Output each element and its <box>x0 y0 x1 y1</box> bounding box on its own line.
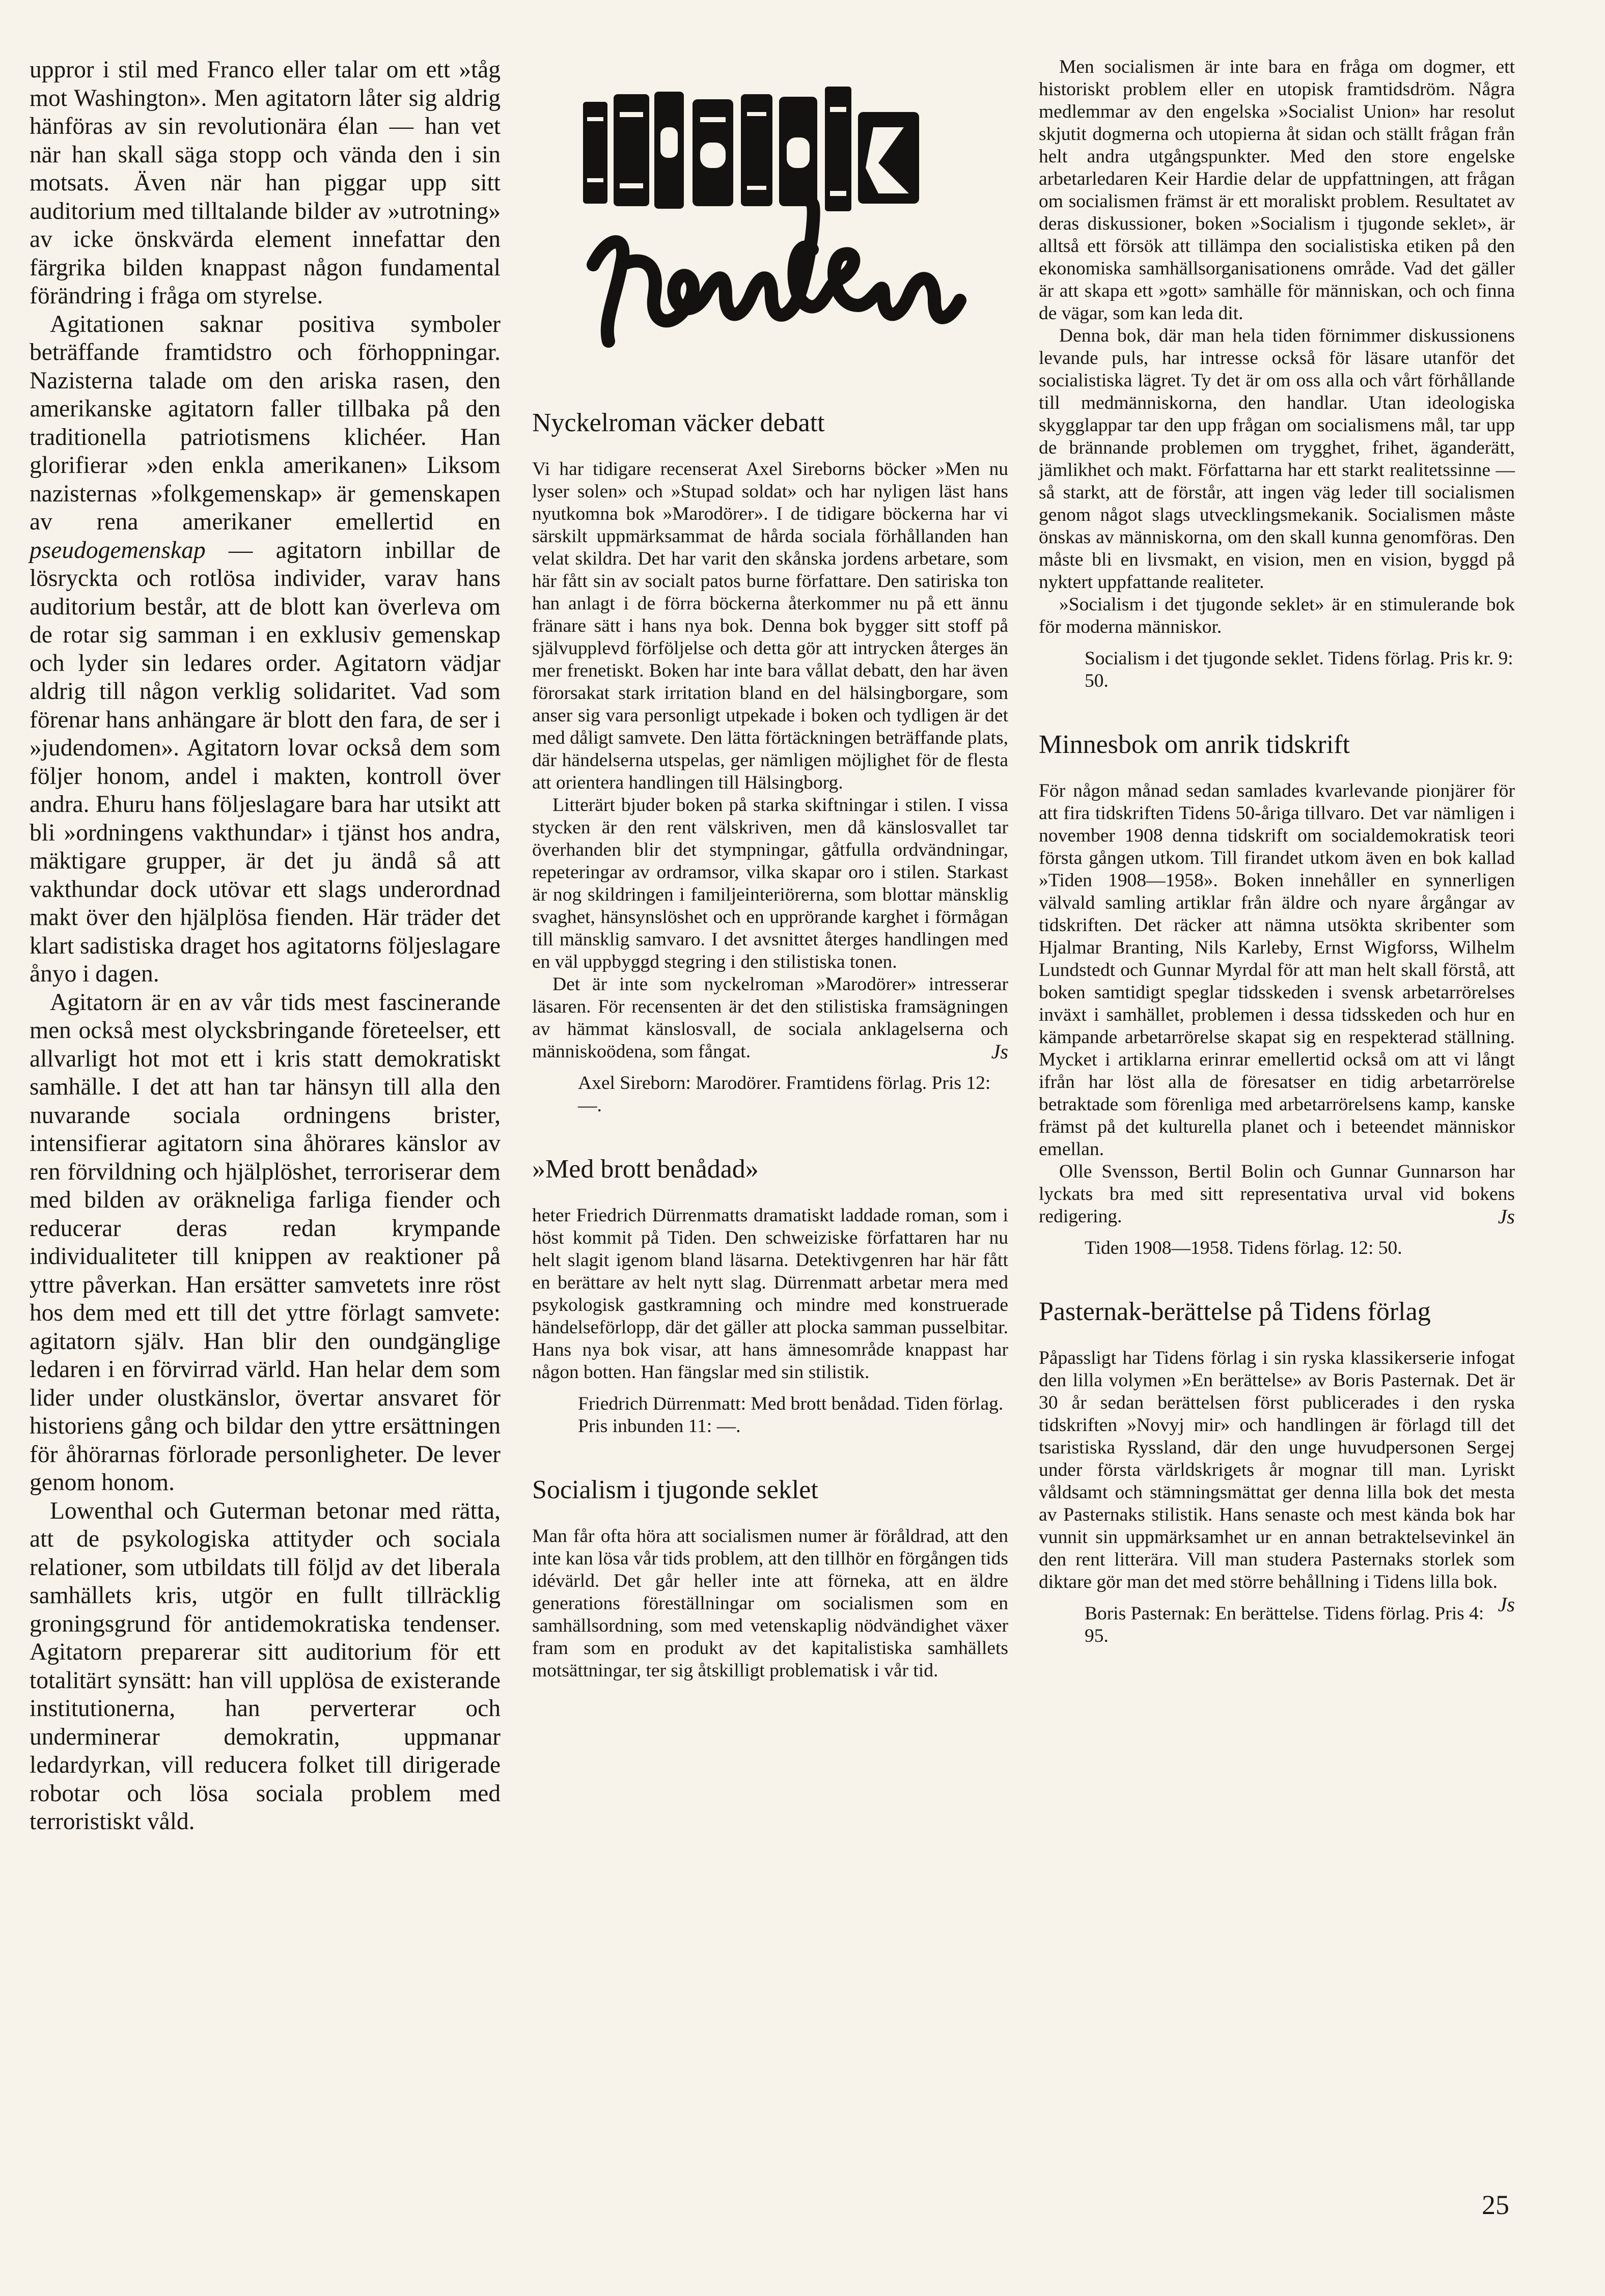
section-heading: Nyckelroman väcker debatt <box>532 408 825 437</box>
paragraph: uppror i stil med Franco eller talar om ett »tåg mot Washington». Men agitatorn låter sig aldrig hänföras av sin revolutionära élan — han vet när han skall säga stopp och vända den i sin motsats. Även när han piggar upp sitt auditorium med tilltalande bilder av »utrotning» av icke önskvärda element innefattar den färgrika bilden knappast någon fundamental förändring i fråga om styrelse. <box>30 57 501 309</box>
text-run: Agitationen saknar positiva symboler beträffande framtidstro och förhoppningar. Nazisterna talade om den ariska rasen, den amerikanske agitatorn faller tillbaka på den traditionella patriotismens klichéer. Han glorifierar »den enkla amerikanen» Liksom nazisternas »folkgemenskap» är gemenskapen av rena amerikaner emellertid en <box>30 311 501 535</box>
paragraph: För någon månad sedan samlades kvarlevande pionjärer för att fira tidskriften Tidens 50-åriga tillvaro. Det var nämligen i november 1908 denna tidskrift om socialdemokratisk teori första gången utkom. Till firandet utkom även en bok kallad »Tiden 1908—1958». Boken innehåller en synnerligen välvald samling artiklar från äldre och nyare årgångar av tidskriften. Det räcker att nämna utsökta skribenter som Hjalmar Branting, Nils Karleby, Ernst Wigforss, Wilhelm Lundstedt och Gunnar Myrdal för att man helt skall förstå, att boken samtidigt speglar tidsskeden i svensk arbetarrörelses inväxt i samhället, problemen i dessa tidsskeden och hur en kämpande arbetarrörelse skapat sig en respekterad ställning. Mycket i artiklarna erinrar emellertid också om att vi långt ifrån har löst alla de föresatser en tidig arbetarrörelse betraktade som förenliga med arbetarrörelsens kamp, kanske främst på det kulturella planet och i beteendet människor emellan. <box>1039 780 1515 1160</box>
bokronden-logo <box>532 56 1008 407</box>
text-run: Påpassligt har Tidens förlag i sin ryska klassikerserie infogat den lilla volymen »En berättelse» av Boris Pasternak. Det är 30 år sedan berättelsen först publicerades i den ryska tidskriften »Novyj mir» och handlingen är förlagd till det tsaristiska Ryssland, där den unge huvudpersonen Sergej under första världskrigets år mognar till man. Lyriskt våldsamt och stämningsmättat ger denna lilla bok det mesta av Pasternaks stilistik. Hans senaste och mest kända bok har vunnit sin uppmärksamhet ur en annan betraktelsevinkel än den rent litterära. Vill man studera Pasternaks storlek som diktare gör man det med större behållning i Tidens lilla bok. <box>1039 1348 1515 1592</box>
column-middle <box>532 56 1008 1682</box>
paragraph <box>1039 1161 1515 1228</box>
paragraph <box>532 973 1008 1063</box>
paragraph: Men socialismen är inte bara en fråga om dogmer, ett historiskt problem eller en utopisk framtidsdröm. Några medlemmar av den engelska »Socialist Union» har resolut skjutit dogmerna och utopierna åt sidan och ställt frågan från helt andra utgångspunkter. Med den store engelske arbetarledaren Keir Hardie delar de uppfattningen, att frågan om socialismen främst är ett moraliskt problem. Resultatet av deras diskussioner, boken »Socialism i tjugonde seklet», är alltså ett försök att tillämpa den socialistiska etiken på den ekonomiska samhällsorganisationens område. Vad det gäller är att skapa ett »gott» samhälle för människan, och och finna de vägar, som kan leda dit. <box>1039 57 1515 324</box>
book-details: Friedrich Dürrenmatt: Med brott benådad. Tiden förlag. Pris inbunden 11: —. <box>578 1393 1004 1437</box>
author-signature: Js <box>991 1040 1008 1063</box>
text-run: Olle Svensson, Bertil Bolin och Gunnar Gunnarson har lyckats bra med sitt representativa urval vid bokens redigering. <box>1039 1161 1515 1227</box>
paragraph: Vi har tidigare recenserat Axel Sireborns böcker »Men nu lyser solen» och »Stupad soldat» och har nyligen läst hans nyutkomna bok »Marodörer». I de tidigare böckerna har vi särskilt uppmärksammat de hårda sociala förhållanden han velat skildra. Det har varit den skånska jordens arbetare, som här fått sin av socialt patos burne författare. Den satiriska ton han anlagt i de förra böckerna återkommer nu på ett ännu fränare sätt i hans nya bok. Denna bok bygger sitt stoff på självupplevd förföljelse och detta gör att intrycken återges än mer frenetiskt. Boken har inte bara vållat debatt, den har även förorsakat stark irritation bland en del hälsingborgare, som anser sig vara personligt utpekade i boken och tydligen är det med dåligt samvete. Den lätta förtäckningen beträffande plats, där händelserna utspelas, ger nämligen möjlighet för de flesta att orientera handlingen till Hälsingborg. <box>532 459 1008 793</box>
book-details: Boris Pasternak: En berättelse. Tidens förlag. Pris 4: 95. <box>1085 1603 1484 1646</box>
paragraph: Lowenthal och Guterman betonar med rätta, att de psykologiska attityder och sociala relationer, som utbildats till följd av det liberala samhällets kris, utgör en fullt tillräcklig groningsgrund för antidemokratiska tendenser. Agitatorn preparerar sitt auditorium för ett totalitärt synsätt: han vill upplösa de existerande institutionerna, han perverterar och underminerar demokratin, uppmanar ledardyrkan, vill reducera folket till dirigerade robotar och lösa sociala problem med terroristiskt våld. <box>30 1497 501 1835</box>
paragraph: Man får ofta höra att socialismen numer är föråldrad, att den inte kan lösa vår tids problem, att den tillhör en förgången tids idévärld. Det går heller inte att förneka, att en äldre generations föreställningar om socialismen som en samhällsordning, som med vetenskaplig nödvändighet växer fram som en produkt av det kapitalistiska samhällets motsättningar, ter sig åtskilligt problematisk i vår tid. <box>532 1526 1008 1681</box>
column-left <box>30 56 501 1836</box>
author-signature: Js <box>1498 1205 1515 1228</box>
page-number: 25 <box>1482 2190 1509 2220</box>
section-heading: Socialism i tjugonde seklet <box>532 1475 818 1504</box>
section-heading: »Med brott benådad» <box>532 1155 759 1184</box>
paragraph: Denna bok, där man hela tiden förnimmer diskussionens levande puls, har intresse också för läsare utanför det socialistiska lägret. Ty det är om oss alla och vårt förhållande till medmänniskorna, den handlar. Utan ideologiska skygglappar tar den upp frågan om socialismens mål, tar upp de brännande problemen om trygghet, frihet, äganderätt, jämlikhet och makt. Författarna har ett starkt realitetssinne — så starkt, att de förstår, att ingen väg leder till socialismen genom något slags utvecklingsmekanik. Socialismen måste önskas av människorna, om den skall kunna genomföras. Den måste bli en livsmakt, en vision, men en vision, byggd på nyktert uppfattande realiteter. <box>1039 325 1515 593</box>
book-details: Tiden 1908—1958. Tidens förlag. 12: 50. <box>1085 1238 1402 1258</box>
paragraph <box>1039 1347 1515 1616</box>
paragraph: Litterärt bjuder boken på starka skiftningar i stilen. I vissa stycken är den rent välskriven, men då känslosvallet tar överhanden blir det stympningar, gåtfulla ordvändningar, repeteringar av ordramsor, vilka skapar oro i stilen. Starkast är nog skildringen i familjeinteriörerna, som blottar mänsklig svaghet, hänsynslöshet och en upprörande karghet i förmågan till mänsklig samvaro. I det avsnittet återges handlingen med en väl uppbyggd stegring i den stilistiska tonen. <box>532 795 1008 972</box>
author-signature: Js <box>1498 1593 1515 1616</box>
paragraph <box>30 311 501 989</box>
paragraph: »Socialism i det tjugonde seklet» är en stimulerande bok för moderna människor. <box>1039 594 1515 637</box>
text-run: Det är inte som nyckelroman »Marodörer» intresserar läsaren. För recensenten är det den stilistiska framsägningen av hämmat känslosvall, de sociala anklagelserna och människoödena, som fångat. <box>532 974 1008 1062</box>
section-heading: Pasternak-berättelse på Tidens förlag <box>1039 1297 1431 1326</box>
emphasis-text: pseudogemenskap <box>30 537 206 564</box>
book-details: Axel Sireborn: Marodörer. Framtidens förlag. Pris 12: —. <box>578 1073 991 1116</box>
column-right <box>1039 56 1515 1647</box>
bokronden-logo-art <box>573 81 970 367</box>
book-details: Socialism i det tjugonde seklet. Tidens förlag. Pris kr. 9: 50. <box>1085 648 1513 691</box>
text-run: — agitatorn inbillar de lösryckta och rotlösa individer, varav hans auditorium består, att de blott kan överleva om de rotar sig samman i en exklusiv gemenskap och lyder sin ledares order. Agitatorn vädjar aldrig till någon verklig solidaritet. Vad som förenar hans anhängare är blott den fara, de ser i »judendomen». Agitatorn lovar också dem som följer honom, andel i makten, kontroll över andra. Ehuru hans följeslagare bara har utsikt att bli »ordningens vakthundar» i tjänst hos andra, mäktigare grupper, är det ju ändå så att vakthundar dock utövar ett slags underordnad makt över den hjälplösa fienden. Här träder det klart sadistiska draget hos agitatorns följeslagare ånyo i dagen. <box>30 537 501 987</box>
paragraph: heter Friedrich Dürrenmatts dramatiskt laddade roman, som i höst kommit på Tiden. Den schweiziske författaren har nu helt slagit igenom bland läsarna. Detektivgenren har här fått en berättare av helt nytt slag. Dürrenmatt arbetar mera med psykologisk gastkramning och mindre med konstruerade händelseförlopp, där det gäller att plocka samman pusselbitar. Hans nya bok visar, att hans ämnesområde knappast har någon botten. Han fängslar med sin stilistik. <box>532 1205 1008 1383</box>
paragraph: Agitatorn är en av vår tids mest fascinerande men också mest olycksbringande företeelser, ett allvarligt hot mot ett i kris statt demokratiskt samhälle. I det att han tar hänsyn till alla den nuvarande sociala ordningens brister, intensifierar agitatorn sina åhörares känslor av ren förvildning och hjälplöshet, terroriserar dem med bilden av oräkneliga farliga fiender och reducerar deras redan krympande individualiteter till knippen av reaktioner på yttre påverkan. Han ersätter samvetets inre röst hos dem med ett till det yttre förlagt samvete: agitatorn själv. Han blir den oundgänglige ledaren i en förvirrad värld. Han helar dem som lider under olustkänslor, övertar ansvaret för historiens gång och bildar den yttre ersättningen för åhörarnas förlorade personligheter. De lever genom honom. <box>30 989 501 1496</box>
section-heading: Minnesbok om anrik tidskrift <box>1039 730 1350 759</box>
